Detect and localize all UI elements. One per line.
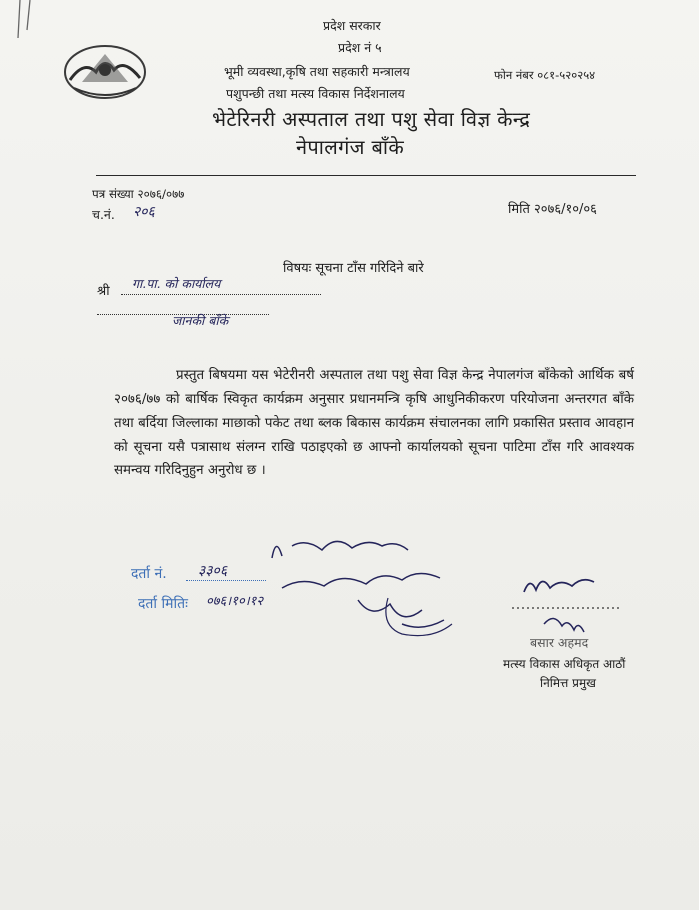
header-province-number: प्रदेश नं ५	[338, 40, 382, 55]
office-location-title: नेपालगंज बाँके	[296, 135, 405, 159]
subject-line: विषयः सूचना टाँस गरिदिने बारे	[283, 261, 424, 276]
reference-number: पत्र संख्या २०७६/०७७	[92, 187, 185, 201]
addressee-prefix: श्री	[97, 284, 110, 299]
addressee-name: गा.पा. को कार्यालय	[132, 276, 221, 291]
registration-number-label: दर्ता नं.	[131, 566, 167, 582]
addressee-place: जानकी बाँके	[172, 313, 229, 328]
registration-date-value: ०७६।१०।१२	[206, 594, 264, 609]
addressee-dotted-line	[121, 294, 321, 295]
dispatch-number-label: च.नं.	[92, 207, 115, 222]
header-province-government: प्रदेश सरकार	[323, 18, 381, 33]
letter-date: मिति २०७६/१०/०६	[508, 202, 597, 217]
header-phone: फोन नंबर ०८१-५२०२५४	[494, 68, 596, 82]
signatory-role: निमित्त प्रमुख	[540, 676, 596, 690]
registration-number-value: ३३०६	[198, 563, 228, 579]
header-ministry: भूमी व्यवस्था,कृषि तथा सहकारी मन्त्रालय	[224, 64, 410, 79]
nepal-emblem-logo	[62, 42, 148, 100]
signatory-name: बसार अहमद	[530, 635, 589, 650]
dispatch-number-value: २०६	[133, 204, 155, 220]
signatory-designation: मत्स्य विकास अधिकृत आठौं	[503, 657, 626, 671]
header-divider	[96, 175, 636, 176]
letter-body: प्रस्तुत बिषयमा यस भेटेरीनरी अस्पताल तथा पशु सेवा विज्ञ केन्द्र नेपालगंज बाँकेको आर्थिक बर्ष २०७६/७७ को बार्षिक स्विकृत कार्यक्रम अनुसार प्रधानमन्त्रि कृषि आधुनिकीकरण परियोजना अन्तरगत बाँके तथा बर्दिया जिल्लाका माछाको पकेट तथा ब्लक बिकास कार्यक्रम संचालनका लागि प्रकासित प्रस्ताव आवहान को सूचना यसै पत्रासाथ संलग्न राखि पठाइएको छ आफ्नो कार्यालयको सूचना पाटिमा टाँस गरि आवश्यक समन्वय गरिदिनुहुन अनुरोध छ ।	[114, 368, 634, 479]
header-directorate: पशुपन्छी तथा मत्स्य विकास निर्देशनालय	[226, 86, 405, 101]
registration-date-label: दर्ता मितिः	[138, 596, 188, 612]
scan-edge-mark	[14, 0, 44, 40]
handwritten-annotation	[262, 528, 458, 646]
office-name-title: भेटेरिनरी अस्पताल तथा पशु सेवा विज्ञ केन्द्र	[212, 107, 531, 131]
registration-number-dots	[186, 580, 266, 581]
